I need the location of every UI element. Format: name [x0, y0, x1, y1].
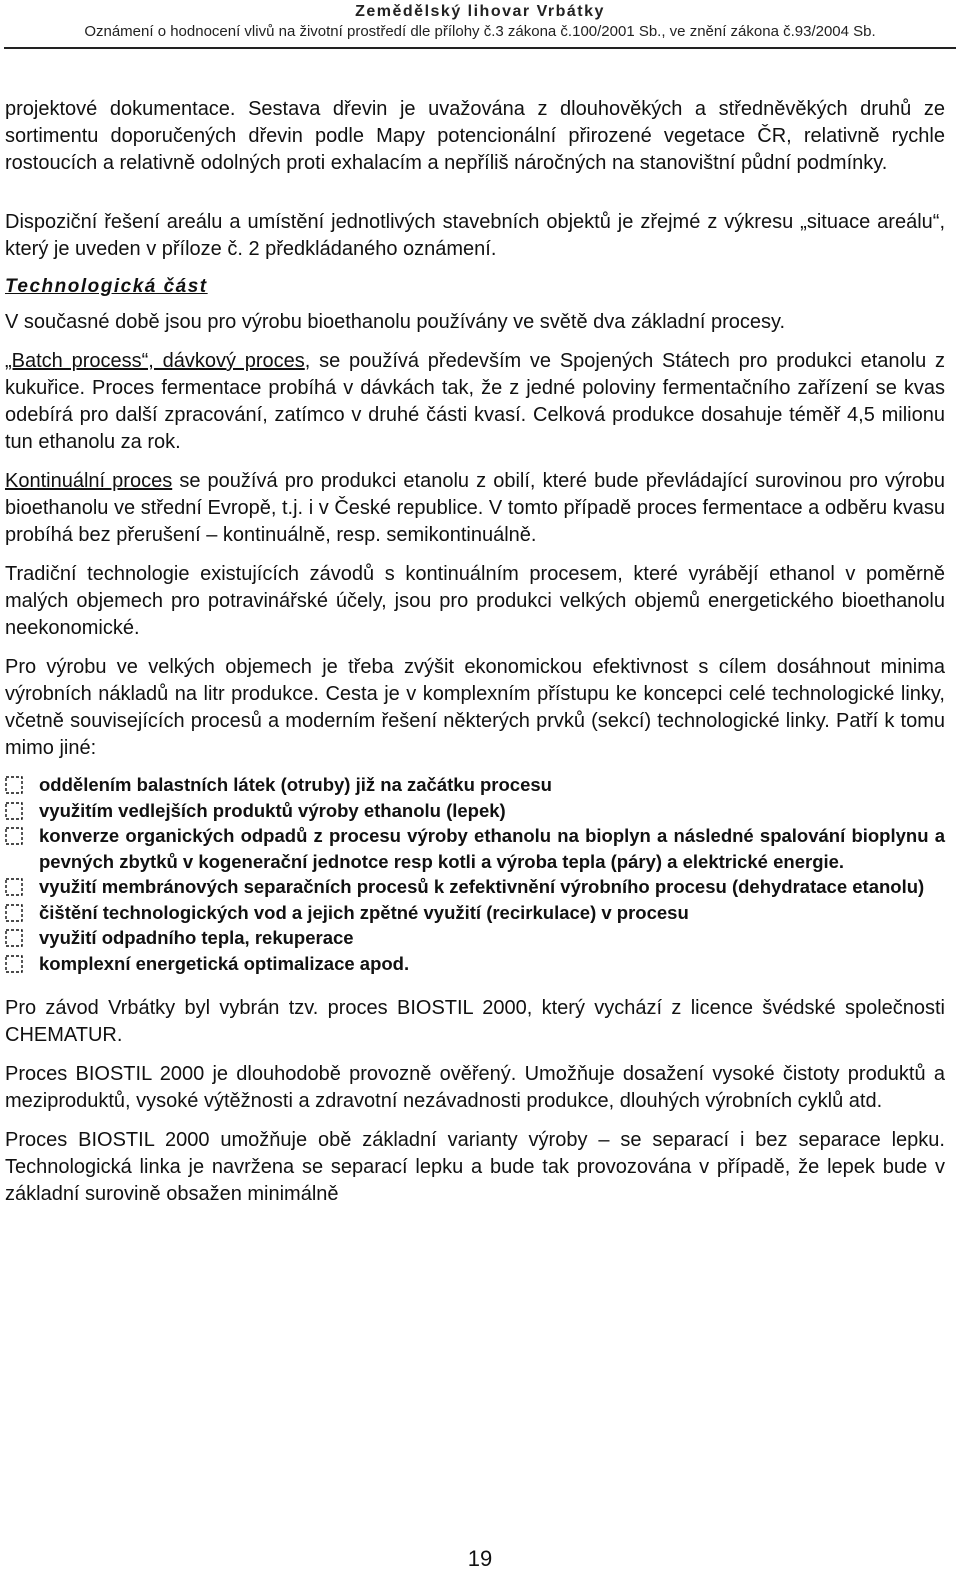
paragraph: Proces BIOSTIL 2000 je dlouhodobě provozně ověřený. Umožňuje dosažení vysoké čistoty produktů a meziproduktů, vysoké výtěžnosti a zdravotní nezávadnosti produkce, dlouhých výrobních cyklů atd.	[5, 1063, 945, 1112]
paragraph: V současné době jsou pro výrobu bioethanolu používány ve světě dva základní procesy.	[5, 311, 786, 333]
paragraph: Dispoziční řešení areálu a umístění jednotlivých stavebních objektů je zřejmé z výkresu „situace areálu“, který je uveden v příloze č. 2 předkládaného oznámení.	[5, 211, 945, 260]
bullet-item	[5, 798, 945, 824]
paragraph	[5, 348, 945, 456]
paragraph: Pro závod Vrbátky byl vybrán tzv. proces BIOSTIL 2000, který vychází z licence švédské společnosti CHEMATUR.	[5, 997, 945, 1046]
header-title: Zemědělský lihovar Vrbátky	[355, 3, 605, 20]
dashed-bullet-icon	[5, 802, 23, 820]
bullet-text: konverze organických odpadů z procesu výroby ethanolu na bioplyn a následné spalování bioplynu a pevných zbytků v kogenerační jednotce resp kotli a výroba tepla (páry) a elektrické energie.	[39, 825, 945, 872]
bullet-text: využití odpadního tepla, rekuperace	[39, 927, 354, 948]
paragraph: Pro výrobu ve velkých objemech je třeba zvýšit ekonomickou efektivnost s cílem dosáhnout minima výrobních nákladů na litr produkce. Cesta je v komplexním přístupu ke koncepci celé technologické linky, včetně souvisejících procesů a moderním řešení některých prvků (sekcí) technologické linky. Patří k tomu mimo jiné:	[5, 656, 945, 759]
document-body	[5, 96, 945, 1208]
paragraph	[5, 468, 945, 549]
bullet-text: komplexní energetická optimalizace apod.	[39, 952, 410, 974]
dashed-bullet-icon	[5, 929, 23, 947]
header-subtitle: Oznámení o hodnocení vlivů na životní prostředí dle přílohy č.3 zákona č.100/2001 Sb., ve znění zákona č.93/2004 Sb.	[84, 23, 876, 40]
paragraph: projektové dokumentace. Sestava dřevin je uvažována z dlouhověkých a středněvěkých druhů ze sortimentu doporučených dřevin podle Mapy potencionální přirozené vegetace ČR, relativně rychle rostoucích a relativně odolných proti exhalacím a nepříliš náročných na stanovištní půdní podmínky.	[5, 98, 945, 174]
paragraph-text: , se používá především ve Spojených Státech pro produkci etanolu z kukuřice. Proces fermentace probíhá v dávkách tak, že z jedné poloviny fermentačního zařízení se kvas odebírá pro další zpracování, zatímco v druhé části kvasí. Celková produkce dosahuje téměř 4,5 milionu tun ethanolu za rok.	[5, 350, 946, 453]
bullet-text: čištění technologických vod a jejich zpětné využití (recirkulace) v procesu	[39, 901, 689, 923]
bullet-text: oddělením balastních látek (otruby) již na začátku procesu	[39, 774, 552, 795]
dashed-bullet-icon	[5, 904, 23, 922]
bullet-list	[5, 772, 945, 976]
bullet-item	[5, 823, 945, 874]
term-batch-process: „Batch process“, dávkový proces	[5, 350, 305, 372]
paragraph: Tradiční technologie existujících závodů s kontinuálním procesem, které vyrábějí ethanol v poměrně malých objemech pro potravinářské účely, jsou pro produkci velkých objemů energetického bioethanolu neekonomické.	[5, 563, 945, 639]
bullet-text: využití membránových separačních procesů k zefektivnění výrobního procesu (dehydratace etanolu)	[39, 876, 925, 897]
bullet-item	[5, 925, 945, 951]
bullet-item	[5, 772, 945, 798]
page-number: 19	[467, 1546, 493, 1571]
header-divider	[4, 47, 956, 49]
dashed-bullet-icon	[5, 955, 23, 973]
bullet-item	[5, 951, 945, 977]
section-title: Technologická část	[5, 276, 208, 297]
bullet-item	[5, 900, 945, 926]
paragraph: Proces BIOSTIL 2000 umožňuje obě základní varianty výroby – se separací i bez separace lepku. Technologická linka je navržena se separací lepku a bude tak provozována v případě, že lepek bude v základní surovině obsažen minimálně	[5, 1129, 945, 1205]
dashed-bullet-icon	[5, 878, 23, 896]
dashed-bullet-icon	[5, 776, 23, 794]
document-header	[0, 2, 960, 42]
dashed-bullet-icon	[5, 827, 23, 845]
paragraph-text: se používá pro produkci etanolu z obilí, které bude převládající surovinou pro výrobu bioethanolu ve střední Evropě, t.j. i v České republice. V tomto případě proces fermentace a odběru kvasu probíhá bez přerušení – kontinuálně, resp. semikontinuálně.	[5, 470, 945, 546]
term-continuous-process: Kontinuální proces	[5, 470, 173, 492]
bullet-text: využitím vedlejších produktů výroby ethanolu (lepek)	[39, 799, 506, 821]
bullet-item	[5, 874, 945, 900]
